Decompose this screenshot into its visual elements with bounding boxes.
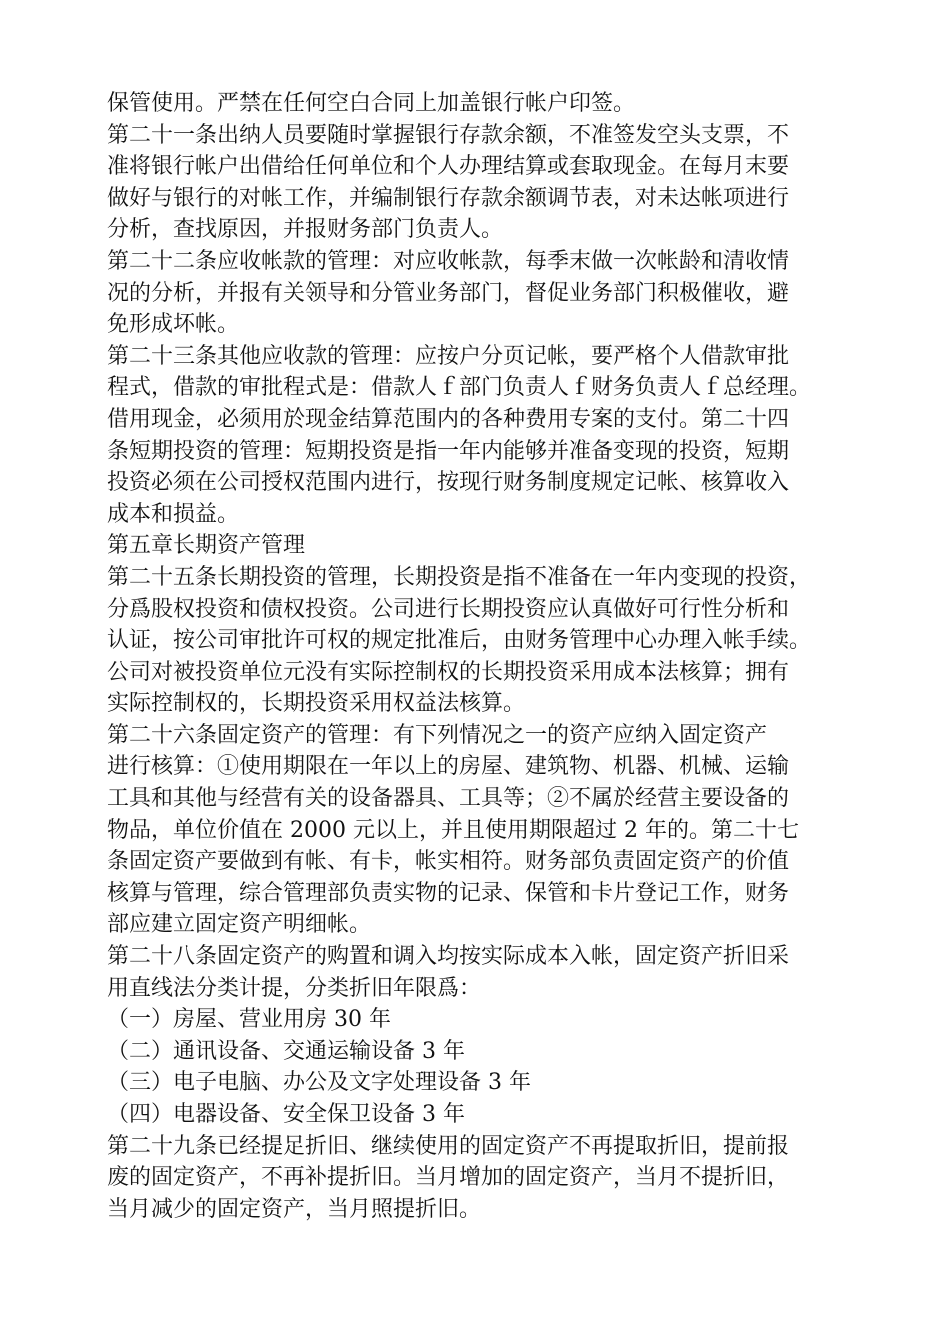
- text-line: 实际控制权的，长期投资采用权益法核算。: [107, 691, 526, 717]
- text-line: 借用现金，必须用於现金结算范围内的各种费用专案的支付。第二十四: [107, 406, 790, 432]
- text-line: 成本和损益。: [107, 501, 240, 527]
- text-line: 分析，查找原因，并报财务部门负责人。: [107, 217, 504, 243]
- text-line: 进行核算：①使用期限在一年以上的房屋、建筑物、机器、机械、运输: [107, 754, 790, 780]
- text-line: 核算与管理，综合管理部负责实物的记录、保管和卡片登记工作，财务: [107, 880, 790, 906]
- text-line: （二）通讯设备、交通运输设备 3 年: [107, 1038, 465, 1064]
- text-line: 第二十五条长期投资的管理，长期投资是指不准备在一年内变现的投资，: [107, 564, 812, 590]
- text-line: 公司对被投资单位元没有实际控制权的长期投资采用成本法核算；拥有: [107, 659, 790, 685]
- text-line: 第二十一条出纳人员要随时掌握银行存款余额，不准签发空头支票，不: [107, 122, 790, 148]
- text-line: 第二十八条固定资产的购置和调入均按实际成本入帐，固定资产折旧采: [107, 944, 790, 970]
- text-line: 分爲股权投资和债权投资。公司进行长期投资应认真做好可行性分析和: [107, 596, 790, 622]
- text-line: 程式，借款的审批程式是：借款人ｆ部门负责人ｆ财务负责人ｆ总经理。: [107, 375, 812, 401]
- text-line: 投资必须在公司授权范围内进行，按现行财务制度规定记帐、核算收入: [107, 470, 790, 496]
- text-line: 做好与银行的对帐工作，并编制银行存款余额调节表，对未达帐项进行: [107, 185, 790, 211]
- text-line: 认证，按公司审批许可权的规定批准后，由财务管理中心办理入帐手续。: [107, 628, 812, 654]
- text-line: 条固定资产要做到有帐、有卡，帐实相符。财务部负责固定资产的价值: [107, 849, 790, 875]
- text-line: 保管使用。严禁在任何空白合同上加盖银行帐户印签。: [107, 91, 636, 116]
- text-line: （四）电器设备、安全保卫设备 3 年: [107, 1102, 465, 1127]
- text-line: 第二十六条固定资产的管理：有下列情况之一的资产应纳入固定资产: [107, 722, 768, 748]
- text-line: 准将银行帐户出借给任何单位和个人办理结算或套取现金。在每月末要: [107, 154, 790, 180]
- text-line: 废的固定资产，不再补提折旧。当月增加的固定资产，当月不提折旧，: [107, 1165, 790, 1191]
- text-line: （一）房屋、营业用房 30 年: [107, 1007, 391, 1033]
- text-line: 用直线法分类计提，分类折旧年限爲：: [107, 975, 482, 1001]
- text-line: （三）电子电脑、办公及文字处理设备 3 年: [107, 1070, 531, 1096]
- text-line: 第二十二条应收帐款的管理：对应收帐款，每季末做一次帐龄和清收情: [107, 248, 790, 274]
- text-line: 条短期投资的管理：短期投资是指一年内能够并准备变现的投资，短期: [107, 438, 790, 464]
- text-line: 当月减少的固定资产，当月照提折旧。: [107, 1196, 482, 1222]
- text-line: 工具和其他与经营有关的设备器具、工具等；②不属於经营主要设备的: [107, 786, 790, 812]
- text-line: 第五章长期资产管理: [107, 533, 306, 559]
- document-body: [107, 88, 847, 1225]
- text-line: 况的分析，并报有关领导和分管业务部门，督促业务部门积极催收，避: [107, 280, 790, 306]
- text-line: 第二十三条其他应收款的管理：应按户分页记帐，要严格个人借款审批: [107, 343, 790, 369]
- text-line: 物品，单位价值在 2000 元以上，并且使用期限超过 2 年的。第二十七: [107, 817, 799, 843]
- text-line: 免形成坏帐。: [107, 312, 240, 338]
- text-line: 部应建立固定资产明细帐。: [107, 912, 372, 938]
- text-line: 第二十九条已经提足折旧、继续使用的固定资产不再提取折旧，提前报: [107, 1133, 790, 1159]
